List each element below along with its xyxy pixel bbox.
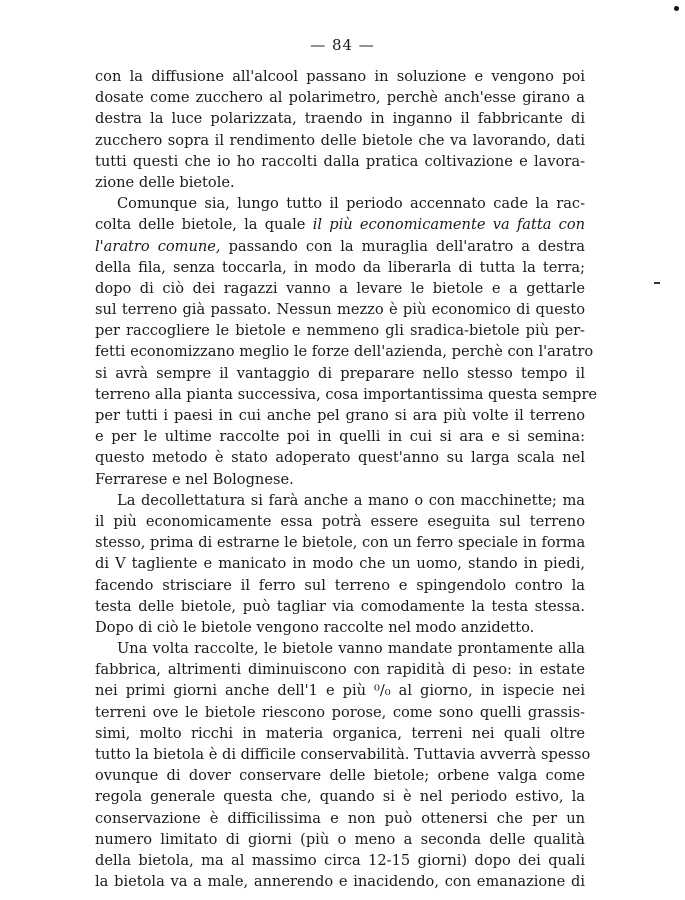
text-line: tutto la bietola è di difficile conservabilità. Tuttavia avverrà spesso bbox=[95, 746, 591, 763]
italic-segment: l'aratro comune, bbox=[95, 237, 221, 255]
text-line: numero limitato di giorni (più o meno a seconda delle qualità bbox=[95, 830, 585, 848]
text-line: la bietola va a male, annerendo e inacidendo, con emanazione di bbox=[95, 873, 585, 891]
text-line: dopo di ciò dei ragazzi vanno a levare le bietole e a gettarle bbox=[95, 279, 585, 297]
text-line: per raccogliere le bietole e nemmeno gli sradica-bietole più per- bbox=[95, 322, 585, 340]
text-segment: passando con la muraglia dell'aratro a destra bbox=[228, 237, 585, 255]
text-line: zione delle bietole. bbox=[95, 173, 235, 191]
text-line: si avrà sempre il vantaggio di preparare nello stesso tempo il bbox=[95, 364, 585, 382]
text-line bbox=[95, 214, 585, 235]
text-line: fetti economizzano meglio le forze dell'azienda, perchè con l'aratro bbox=[95, 343, 594, 361]
text-line: con la diffusione all'alcool passano in soluzione e vengono poi bbox=[95, 68, 585, 85]
margin-mark bbox=[654, 282, 660, 284]
margin-dot bbox=[674, 6, 679, 11]
page-number-header: — 84 — bbox=[310, 36, 375, 54]
italic-segment: il più economicamente va fatta con bbox=[312, 216, 586, 234]
text-line: della fila, senza toccarla, in modo da liberarla di tutta la terra; bbox=[95, 258, 585, 276]
text-line bbox=[95, 236, 585, 257]
text-line: nei primi giorni anche dell'1 e più ⁰/₀ al giorno, in ispecie nei bbox=[95, 682, 585, 700]
text-line: e per le ultime raccolte poi in quelli in cui si ara e si semina: bbox=[95, 428, 585, 446]
text-line: Dopo di ciò le bietole vengono raccolte nel modo anzidetto. bbox=[95, 618, 535, 636]
text-line: testa delle bietole, può tagliar via comodamente la testa stessa. bbox=[95, 597, 585, 615]
text-line: destra la luce polarizzata, traendo in inganno il fabbricante di bbox=[95, 110, 585, 128]
text-segment: colta delle bietole, la quale bbox=[95, 216, 306, 234]
text-line: dosate come zucchero al polarimetro, perchè anch'esse girano a bbox=[95, 89, 585, 107]
text-line: stesso, prima di estrarne le bietole, con un ferro speciale in forma bbox=[95, 534, 586, 552]
body-text bbox=[95, 66, 598, 892]
text-line: facendo strisciare il ferro sul terreno e spingendolo contro la bbox=[95, 576, 585, 594]
text-line: per tutti i paesi in cui anche pel grano si ara più volte il terreno bbox=[95, 407, 585, 424]
text-line: Comunque sia, lungo tutto il periodo accennato cade la rac- bbox=[117, 195, 585, 213]
text-line: della bietola, ma al massimo circa 12-15 giorni) dopo dei quali bbox=[95, 851, 585, 869]
text-line: Ferrarese e nel Bolognese. bbox=[95, 470, 294, 488]
text-line: ovunque di dover conservare delle bietole; orbene valga come bbox=[95, 767, 585, 785]
text-line: questo metodo è stato adoperato quest'anno su larga scala nel bbox=[95, 449, 585, 467]
text-line: simi, molto ricchi in materia organica, terreni nei quali oltre bbox=[95, 724, 585, 742]
text-line: conservazione è difficilissima e non può ottenersi che per un bbox=[95, 809, 585, 827]
text-line: terreni ove le bietole riescono porose, come sono quelli grassis- bbox=[95, 703, 585, 721]
text-line: fabbrica, altrimenti diminuiscono con rapidità di peso: in estate bbox=[95, 661, 585, 679]
text-line: regola generale questa che, quando si è nel periodo estivo, la bbox=[95, 788, 585, 806]
text-line: il più economicamente essa potrà essere eseguita sul terreno bbox=[95, 512, 585, 530]
text-line: Una volta raccolte, le bietole vanno mandate prontamente alla bbox=[117, 640, 585, 658]
text-line: di V tagliente e manicato in modo che un uomo, stando in piedi, bbox=[95, 555, 585, 573]
text-line: La decollettatura si farà anche a mano o con macchinette; ma bbox=[117, 491, 585, 509]
text-line: tutti questi che io ho raccolti dalla pratica coltivazione e lavora- bbox=[95, 152, 585, 170]
text-line: terreno alla pianta successiva, cosa importantissima questa sempre bbox=[95, 385, 598, 403]
text-line: zucchero sopra il rendimento delle bietole che va lavorando, dati bbox=[95, 131, 585, 149]
text-line: sul terreno già passato. Nessun mezzo è più economico di questo bbox=[95, 301, 585, 319]
